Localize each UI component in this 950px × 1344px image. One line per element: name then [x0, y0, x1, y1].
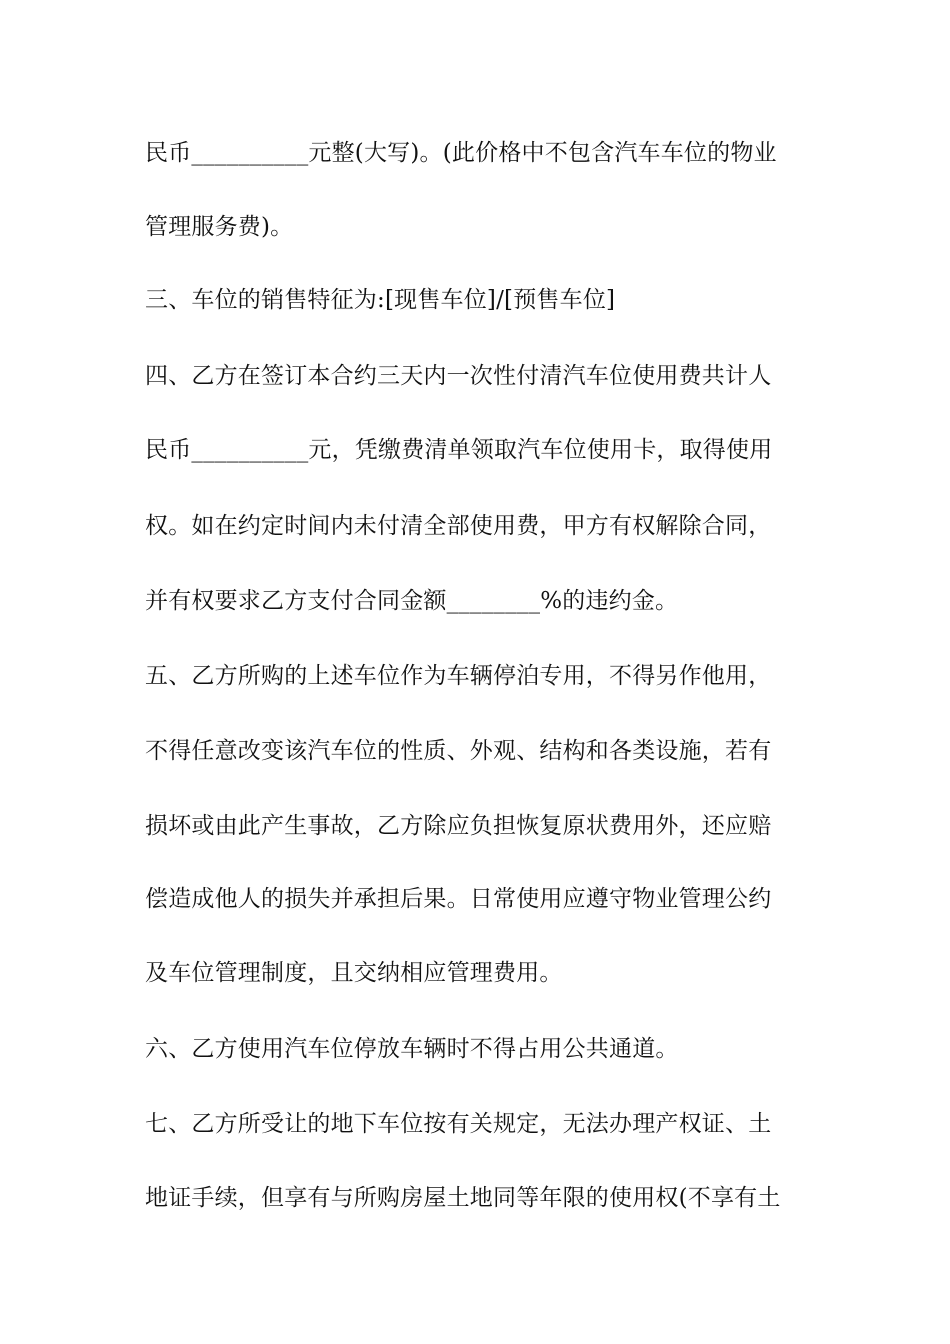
text-line: 权。如在约定时间内未付清全部使用费，甲方有权解除合同， [145, 513, 772, 539]
text-line: 民币__________元，凭缴费清单领取汽车位使用卡，取得使用 [145, 437, 773, 463]
text-line: 损坏或由此产生事故，乙方除应负担恢复原状费用外，还应赔 [145, 813, 772, 839]
text-line: 偿造成他人的损失并承担后果。日常使用应遵守物业管理公约 [145, 886, 772, 912]
text-line: 及车位管理制度，且交纳相应管理费用。 [145, 960, 563, 986]
text-line: 四、乙方在签订本合约三天内一次性付清汽车位使用费共计人 [145, 363, 772, 389]
text-line: 民币__________元整(大写)。(此价格中不包含汽车车位的物业 [145, 140, 777, 166]
text-line: 地证手续，但享有与所购房屋土地同等年限的使用权(不享有土 [145, 1185, 781, 1211]
text-line: 七、乙方所受让的地下车位按有关规定，无法办理产权证、土 [145, 1111, 772, 1137]
text-line: 三、车位的销售特征为:[现售车位]/[预售车位] [145, 287, 616, 313]
text-line: 并有权要求乙方支付合同金额________%的违约金。 [145, 588, 679, 614]
text-line: 不得任意改变该汽车位的性质、外观、结构和各类设施，若有 [145, 738, 772, 764]
text-line: 六、乙方使用汽车位停放车辆时不得占用公共通道。 [145, 1036, 679, 1062]
text-line: 五、乙方所购的上述车位作为车辆停泊专用，不得另作他用， [145, 663, 772, 689]
text-line: 管理服务费)。 [145, 214, 294, 240]
